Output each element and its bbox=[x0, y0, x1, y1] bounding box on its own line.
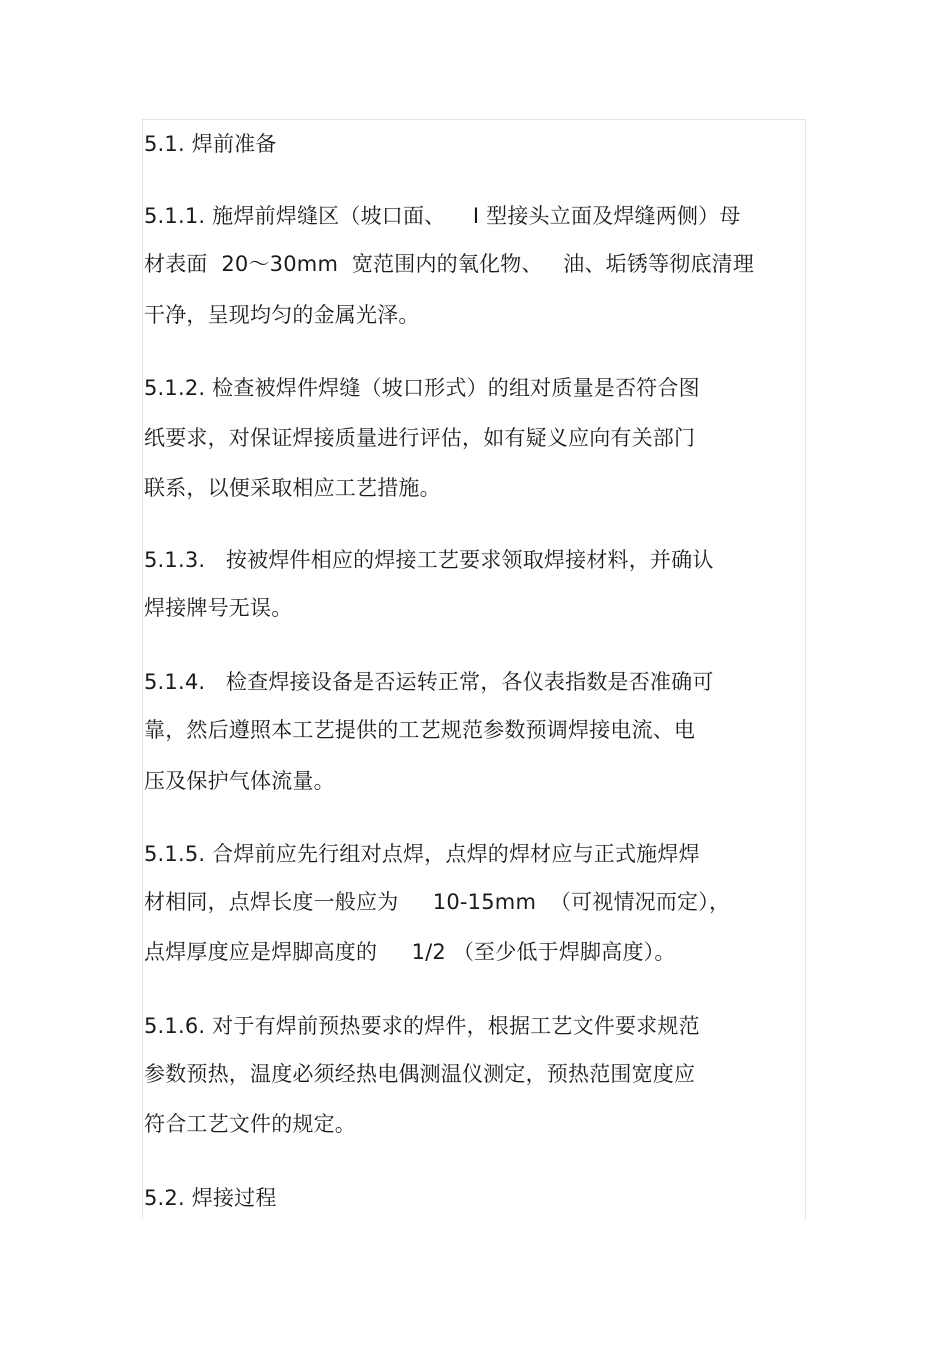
heading-5-1: 5.1. 焊前准备 bbox=[144, 132, 277, 156]
paragraph-5-1-2-line-1: 5.1.2. 检查被焊件焊缝（坡口形式）的组对质量是否符合图 bbox=[144, 376, 700, 400]
paragraph-5-1-1-line-3: 干净，呈现均匀的金属光泽。 bbox=[144, 303, 420, 327]
paragraph-5-1-2-line-3: 联系，以便采取相应工艺措施。 bbox=[144, 476, 441, 500]
paragraph-5-1-3-line-2: 焊接牌号无误。 bbox=[144, 596, 293, 620]
paragraph-5-1-4-line-3: 压及保护气体流量。 bbox=[144, 769, 335, 793]
paragraph-5-1-6-line-3: 符合工艺文件的规定。 bbox=[144, 1112, 356, 1136]
paragraph-5-1-1-line-2: 材表面 20～30mm 宽范围内的氧化物、 油、垢锈等彻底清理 bbox=[144, 252, 755, 276]
paragraph-5-1-6-line-1: 5.1.6. 对于有焊前预热要求的焊件，根据工艺文件要求规范 bbox=[144, 1014, 700, 1038]
paragraph-5-1-1-line-1: 5.1.1. 施焊前焊缝区（坡口面、 I 型接头立面及焊缝两侧）母 bbox=[144, 204, 741, 228]
paragraph-5-1-5-line-1: 5.1.5. 合焊前应先行组对点焊，点焊的焊材应与正式施焊焊 bbox=[144, 842, 700, 866]
heading-5-2: 5.2. 焊接过程 bbox=[144, 1186, 277, 1210]
paragraph-5-1-4-line-1: 5.1.4. 检查焊接设备是否运转正常，各仪表指数是否准确可 bbox=[144, 670, 714, 694]
paragraph-5-1-5-line-3: 点焊厚度应是焊脚高度的 1/2 （至少低于焊脚高度）。 bbox=[144, 940, 676, 964]
paragraph-5-1-2-line-2: 纸要求，对保证焊接质量进行评估，如有疑义应向有关部门 bbox=[144, 426, 696, 450]
paragraph-5-1-6-line-2: 参数预热，温度必须经热电偶测温仪测定，预热范围宽度应 bbox=[144, 1062, 696, 1086]
paragraph-5-1-5-line-2: 材相同，点焊长度一般应为 10-15mm （可视情况而定）， bbox=[144, 890, 731, 914]
paragraph-5-1-4-line-2: 靠，然后遵照本工艺提供的工艺规范参数预调焊接电流、电 bbox=[144, 718, 696, 742]
paragraph-5-1-3-line-1: 5.1.3. 按被焊件相应的焊接工艺要求领取焊接材料，并确认 bbox=[144, 548, 714, 572]
